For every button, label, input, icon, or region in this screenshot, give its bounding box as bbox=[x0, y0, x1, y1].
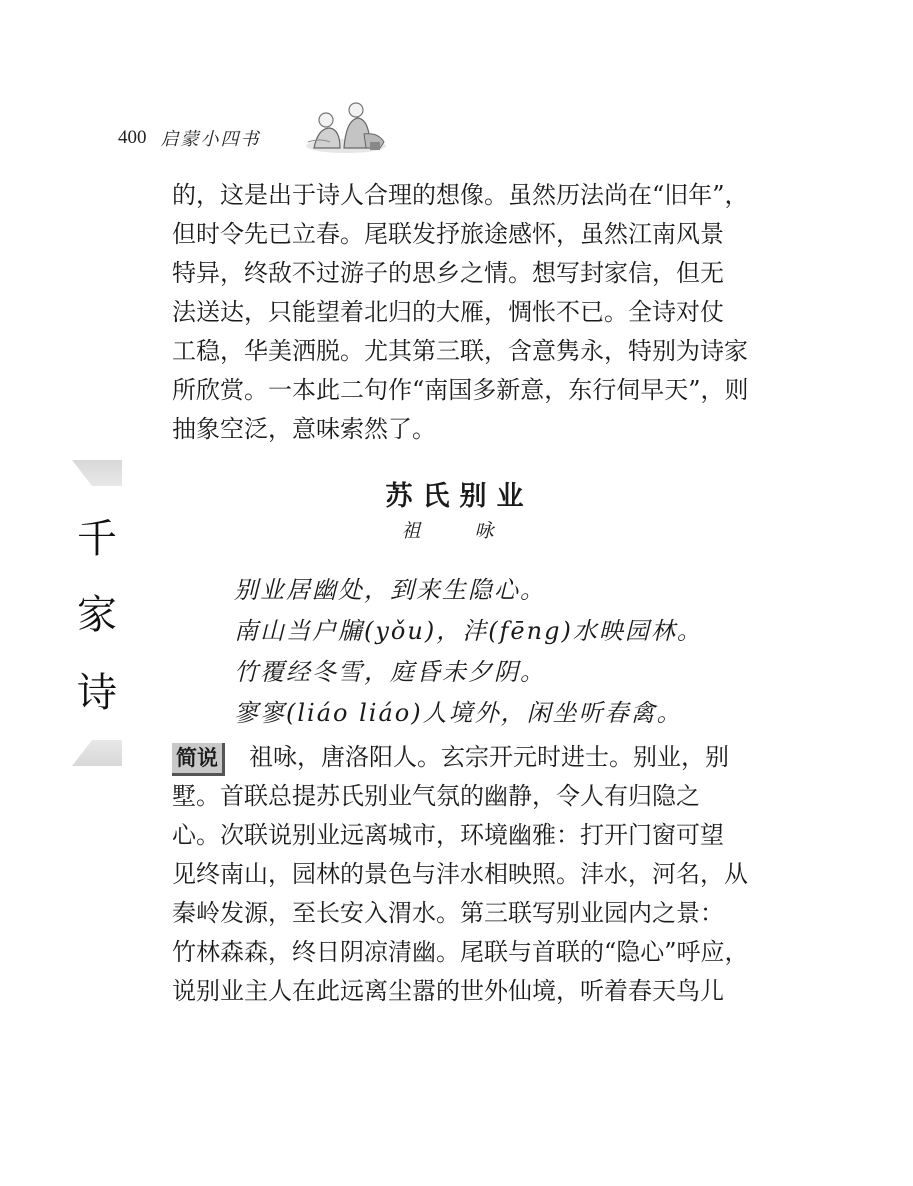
paragraph-1 bbox=[172, 176, 747, 449]
poem-line: 南山当户牖(yǒu)，沣(fēng)水映园林。 bbox=[234, 617, 703, 645]
text-line: 心。次联说别业远离城市，环境幽雅：打开门窗可望 bbox=[172, 821, 724, 849]
side-tab-char: 家 bbox=[77, 592, 117, 638]
text-line: 见终南山，园林的景色与沣水相映照。沣水，河名，从 bbox=[172, 860, 748, 888]
text-line: 的，这是出于诗人合理的想像。虽然历法尚在“旧年”， bbox=[172, 181, 749, 209]
text-line: 工稳，华美洒脱。尤其第三联，含意隽永，特别为诗家 bbox=[172, 337, 748, 365]
text-line: 特异，终敌不过游子的思乡之情。想写封家信，但无 bbox=[172, 259, 724, 287]
scholars-illustration-icon bbox=[300, 98, 392, 156]
poem-line: 竹覆经冬雪，庭昏未夕阴。 bbox=[234, 658, 546, 686]
text-line: 说别业主人在此远离尘嚣的世外仙境，听着春天鸟儿 bbox=[172, 977, 724, 1005]
poem-line: 寥寥(liáo liáo)人境外，闲坐听春禽。 bbox=[234, 699, 683, 727]
commentary-label: 简说 bbox=[172, 743, 225, 776]
poem-body bbox=[234, 570, 703, 734]
side-tab-top-decoration bbox=[72, 460, 122, 486]
text-line: 但时令先已立春。尾联发抒旅途感怀，虽然江南风景 bbox=[172, 220, 724, 248]
commentary-first-line bbox=[172, 738, 747, 777]
text-line: 所欣赏。一本此二句作“南国多新意，东行伺早天”，则 bbox=[172, 376, 749, 404]
text-line: 竹林森森，终日阴凉清幽。尾联与首联的“隐心”呼应， bbox=[172, 938, 749, 966]
book-title: 启蒙小四书 bbox=[160, 129, 261, 150]
text-line: 法送达，只能望着北归的大雁，惆怅不已。全诗对仗 bbox=[172, 298, 724, 326]
page-header bbox=[118, 118, 261, 158]
poem-title: 苏氏别业 bbox=[385, 481, 534, 512]
poem-author: 祖 咏 bbox=[401, 520, 518, 542]
section-side-tab bbox=[72, 460, 124, 766]
text-line: 秦岭发源，至长安入渭水。第三联写别业园内之景： bbox=[172, 899, 724, 927]
text-line: 祖咏，唐洛阳人。玄宗开元时进士。别业，别 bbox=[249, 743, 729, 771]
text-line: 抽象空泛，意味索然了。 bbox=[172, 415, 436, 443]
side-tab-bottom-decoration bbox=[72, 740, 122, 766]
text-line: 墅。首联总提苏氏别业气氛的幽静，令人有归隐之 bbox=[172, 782, 700, 810]
commentary bbox=[172, 738, 747, 1011]
poem-line: 别业居幽处，到来生隐心。 bbox=[234, 576, 546, 604]
page-number: 400 bbox=[118, 127, 147, 148]
side-tab-char: 千 bbox=[77, 516, 117, 562]
side-tab-char: 诗 bbox=[77, 670, 117, 716]
